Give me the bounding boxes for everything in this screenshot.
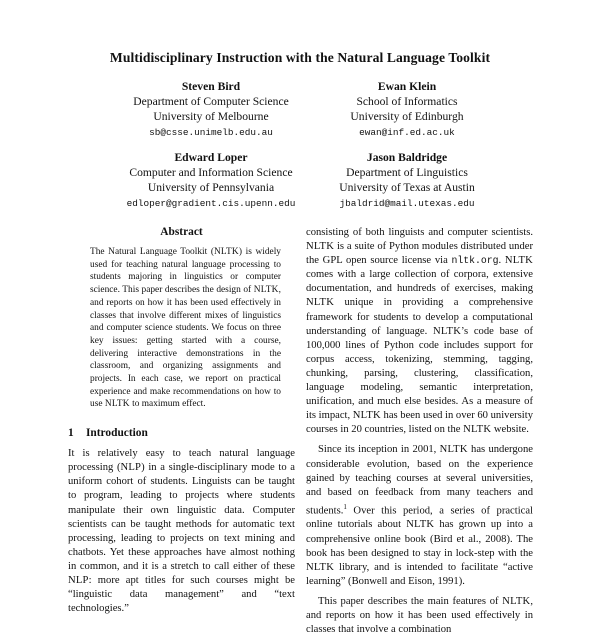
author-affiliation: School of Informatics: [356, 95, 458, 109]
body-paragraph: This paper describes the main features of NLTK, and reports on how it has been used effectively in classes that involve a combination: [306, 595, 533, 636]
author-affiliation: Department of Linguistics: [346, 166, 468, 180]
author-affiliation: Department of Computer Science: [133, 95, 289, 109]
author-email: sb@csse.unimelb.edu.au: [149, 126, 273, 138]
body-paragraph: consisting of both linguists and computer scientists. NLTK is a suite of Python modules distributed under the GPL open source license via nltk.org. NLTK comes with a large collection of corpora, extensive documentation, and hundreds of exercises, making NLTK unique in providing a comprehensive framework for students to develop a computational understanding of language. NLTK’s code base of 100,000 lines of Python code includes support for corpus access, tokenizing, stemming, tagging, chunking, parsing, clustering, classification, language modeling, semantic interpretation, unification, and much else besides. As a measure of its impact, NLTK has been used in over 60 university courses in 20 countries, listed on the NLTK website.: [306, 227, 533, 436]
left-column: [68, 226, 295, 616]
author-email: ewan@inf.ed.ac.uk: [359, 126, 455, 138]
footnote-marker: 1: [343, 502, 347, 511]
author-email: edloper@gradient.cis.upenn.edu: [126, 197, 296, 209]
author-block: [287, 150, 527, 211]
paper-title: Multidisciplinary Instruction with the Natural Language Toolkit: [109, 50, 491, 65]
author-name: Edward Loper: [174, 151, 248, 164]
author-name: Ewan Klein: [377, 80, 437, 93]
intro-paragraph: It is relatively easy to teach natural language processing (NLP) in a single-disciplinary mode to a uniform cohort of students. Linguists can be taught to program, leading to projects where students manipulate their own linguistic data. Computer scientists can be taught methods for automatic text processing, leading to projects on text mining and chatbots. Yet these approaches have almost nothing in common, and it is a stretch to call either of these NLP: more apt titles for such courses might be “linguistic data management” and “text technologies.”: [68, 448, 296, 615]
abstract-heading: Abstract: [160, 226, 203, 238]
author-name: Jason Baldridge: [366, 151, 448, 164]
right-column: [306, 226, 533, 637]
body-paragraph: Since its inception in 2001, NLTK has undergone considerable evolution, based on the experience gained by teaching courses at several universities, and based on feedback from many teachers and students.$^1$ Over this period, a series of practical online tutorials about NLTK has grown up into a comprehensive online book (Bird et al., 2008). The book has been designed to stay in lock-step with the NLTK library, and is intended to facilitate “active learning” (Bonwell and Eison, 1991).: [306, 444, 533, 587]
author-affiliation: University of Pennsylvania: [147, 181, 275, 195]
author-affiliation: Computer and Information Science: [129, 166, 293, 180]
author-affiliation: University of Texas at Austin: [339, 181, 475, 195]
author-affiliation: University of Edinburgh: [350, 110, 464, 124]
section-heading-introduction: 1 Introduction: [68, 427, 148, 440]
abstract-text: The Natural Language Toolkit (NLTK) is widely used for teaching natural language processing to students majoring in linguistics or computer science. This paper describes the design of NLTK, and reports on how it has been used effectively in classes that involve different mixes of linguistics and computer science students. We focus on three key issues: getting started with a course, delivering interactive demonstrations in the classroom, and organizing assignments and projects. In each case, we report on practical experience and make recommendations on how to use NLTK to maximum effect.: [90, 247, 281, 410]
author-name: Steven Bird: [181, 80, 241, 93]
nltk-url: nltk.org: [451, 255, 499, 267]
author-email: jbaldrid@mail.utexas.edu: [339, 197, 475, 209]
author-affiliation: University of Melbourne: [153, 110, 269, 124]
author-block: [287, 79, 527, 140]
